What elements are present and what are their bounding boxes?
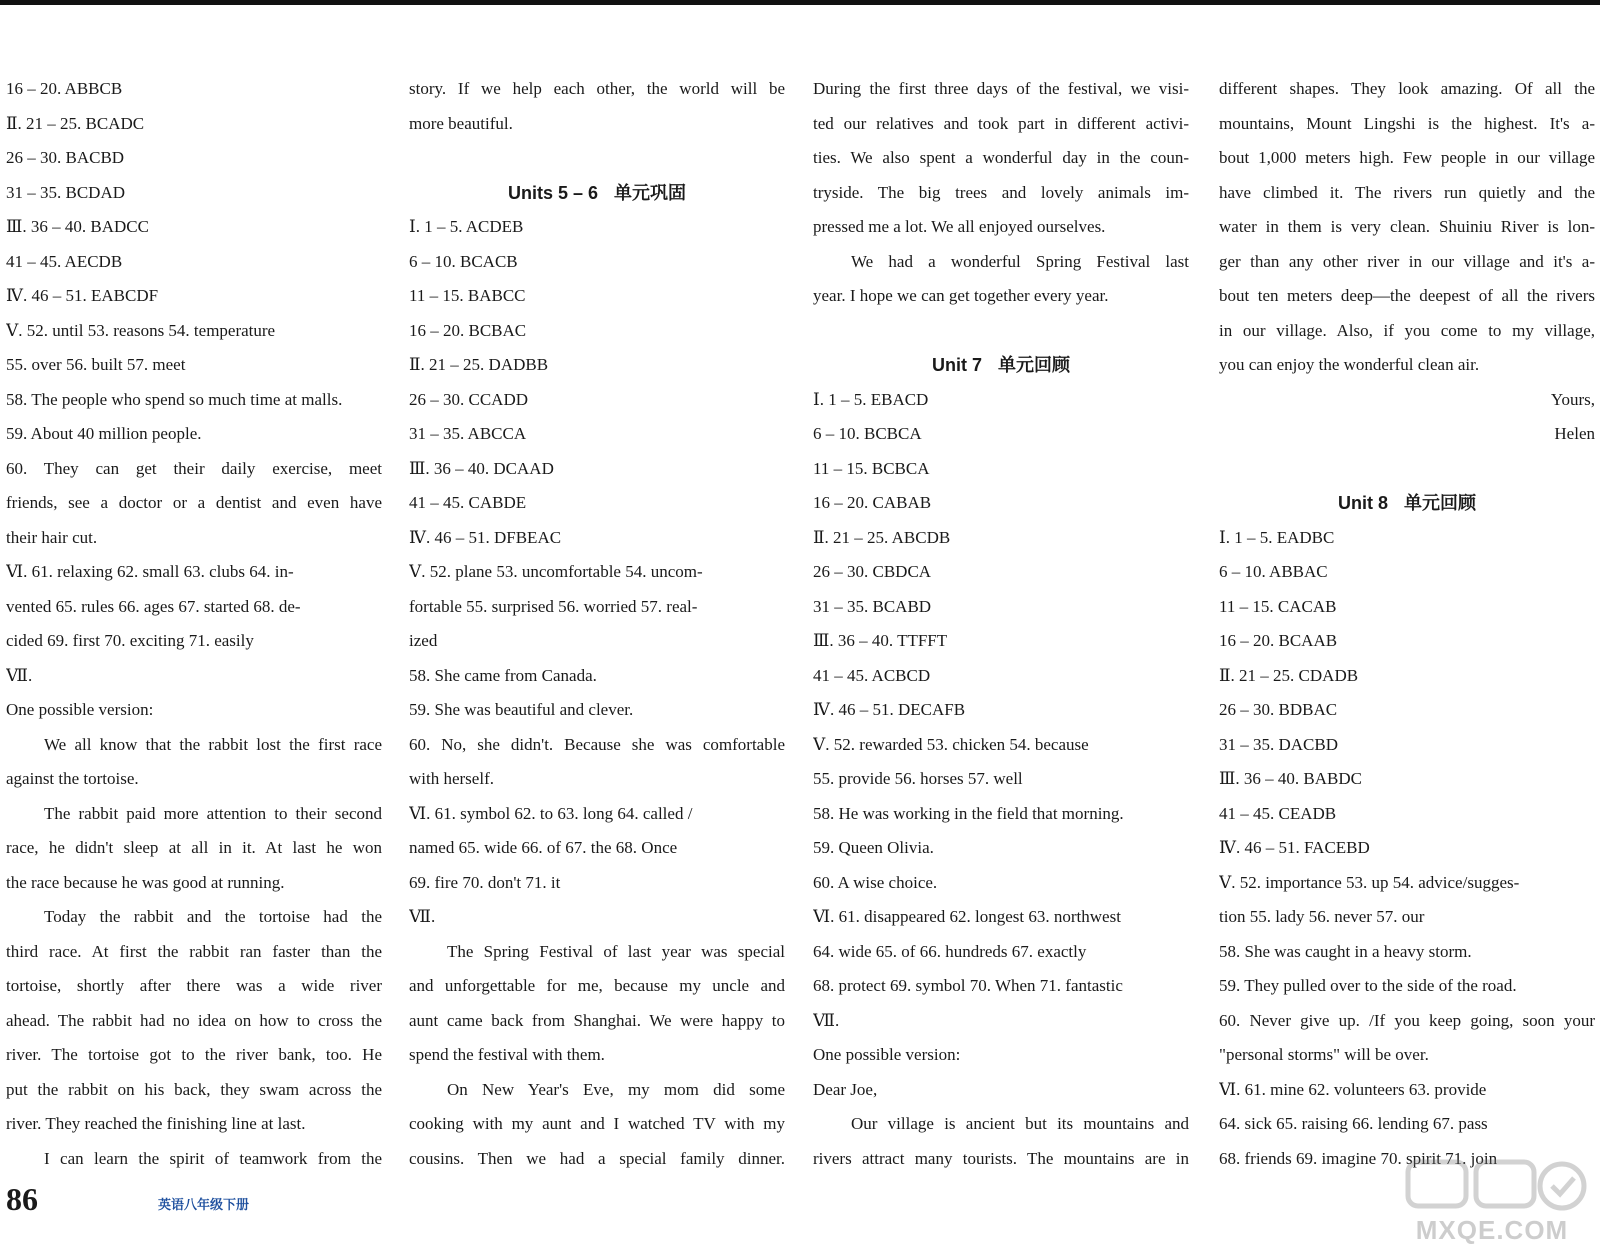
answer-line: One possible version: <box>6 700 154 719</box>
answer-line: 6 – 10. BCACB <box>409 251 518 271</box>
letter-signature: Helen <box>1554 424 1595 443</box>
answer-line: vented 65. rules 66. ages 67. started 68. de- <box>6 596 301 616</box>
answer-line: 6 – 10. ABBAC <box>1219 562 1328 581</box>
essay-line: different shapes. They look amazing. Of all the <box>1219 79 1595 98</box>
watermark-text: MXQE.COM <box>1415 1215 1569 1245</box>
answer-line: 55. provide 56. horses 57. well <box>813 769 1023 788</box>
section-unit: Unit 8 <box>1337 493 1388 513</box>
watermark-emblem-icon <box>1394 1152 1590 1222</box>
essay-line: cousins. Then we had a special family dinner. <box>409 1148 785 1168</box>
answer-line: 55. over 56. built 57. meet <box>6 355 186 374</box>
answer-line: 60. They can get their daily exercise, meet <box>6 458 382 478</box>
answer-line: Ⅴ. 52. plane 53. uncomfortable 54. uncom- <box>409 562 703 581</box>
answer-line: 41 – 45. CABDE <box>409 493 527 512</box>
essay-line: tryside. The big trees and lovely animals im- <box>813 182 1189 202</box>
essay-line: water in them is very clean. Shuiniu River is lon- <box>1219 217 1595 236</box>
section-heading <box>1219 486 1595 521</box>
answer-line: 68. protect 69. symbol 70. When 71. fantastic <box>813 976 1123 995</box>
answer-line: 64. wide 65. of 66. hundreds 67. exactly <box>813 941 1087 961</box>
section-heading <box>409 176 785 211</box>
answer-line: Ⅴ. 52. rewarded 53. chicken 54. because <box>813 734 1089 754</box>
answer-line: 58. She came from Canada. <box>409 665 597 685</box>
essay-line: put the rabbit on his back, they swam across the <box>6 1079 382 1099</box>
essay-line: have climbed it. The rivers run quietly and the <box>1219 182 1595 202</box>
answer-line: named 65. wide 66. of 67. the 68. Once <box>409 838 678 857</box>
answer-line: 58. He was working in the field that morning. <box>813 803 1124 823</box>
answer-line: 59. Queen Olivia. <box>813 838 934 857</box>
essay-line: the race because he was good at running. <box>6 872 285 892</box>
answer-line: 16 – 20. ABBCB <box>6 79 123 98</box>
answer-line: Ⅶ. <box>813 1010 840 1030</box>
section-gap <box>409 141 785 176</box>
section-gap <box>1219 452 1595 487</box>
essay-line: cooking with my aunt and I watched TV with my <box>409 1114 785 1133</box>
answer-line: Ⅰ. 1 – 5. EBACD <box>813 389 929 409</box>
answer-line: 31 – 35. BCABD <box>813 596 932 616</box>
essay-line: bout 1,000 meters high. Few people in our village <box>1219 148 1595 167</box>
answer-line: 69. fire 70. don't 71. it <box>409 872 561 892</box>
answer-line: 31 – 35. ABCCA <box>409 424 527 443</box>
answer-line: 16 – 20. BCAAB <box>1219 631 1338 650</box>
essay-line: aunt came back from Shanghai. We were happy to <box>409 1010 785 1030</box>
essay-line: race, he didn't sleep at all in it. At last he won <box>6 838 382 857</box>
answer-column-2 <box>409 72 785 1176</box>
answer-line: Ⅳ. 46 – 51. EABCDF <box>6 286 159 305</box>
essay-line: tortoise, shortly after there was a wide river <box>6 976 382 995</box>
answer-line: Ⅶ. <box>409 907 436 926</box>
answer-line: 11 – 15. CACAB <box>1219 596 1337 616</box>
essay-line: mountains, Mount Lingshi is the highest. It's a- <box>1219 113 1595 133</box>
essay-line: rivers attract many tourists. The mountains are in <box>813 1148 1189 1168</box>
essay-line: ties. We also spent a wonderful day in the coun- <box>813 148 1189 167</box>
essay-line: year. I hope we can get together every year. <box>813 286 1109 305</box>
watermark-logo <box>1394 1152 1590 1248</box>
essay-line: river. They reached the finishing line at last. <box>6 1114 306 1133</box>
answer-line: 60. A wise choice. <box>813 872 938 892</box>
answer-line: 60. Never give up. /If you keep going, soon your <box>1219 1010 1595 1030</box>
section-label: 单元巩固 <box>614 182 687 204</box>
essay-line: The Spring Festival of last year was special <box>447 941 785 961</box>
answer-line: 59. About 40 million people. <box>6 424 202 443</box>
answer-line: Ⅵ. 61. relaxing 62. small 63. clubs 64. in- <box>6 562 294 581</box>
section-label: 单元回顾 <box>998 355 1070 376</box>
answer-line: 16 – 20. CABAB <box>813 493 932 512</box>
answer-line: friends, see a doctor or a dentist and even have <box>6 493 382 512</box>
essay-line: ted our relatives and took part in different activi- <box>813 113 1189 133</box>
answer-line: 6 – 10. BCBCA <box>813 424 922 443</box>
essay-line: We had a wonderful Spring Festival last <box>851 251 1189 271</box>
answer-line: 41 – 45. AECDB <box>6 251 123 271</box>
answer-line: Ⅲ. 36 – 40. BABDC <box>1219 769 1362 788</box>
book-title: 英语八年级下册 <box>158 1198 250 1213</box>
answer-line: fortable 55. surprised 56. worried 57. real- <box>409 596 698 616</box>
essay-line: Today the rabbit and the tortoise had the <box>44 907 382 926</box>
answer-line: 26 – 30. CBDCA <box>813 562 932 581</box>
section-gap <box>813 314 1189 349</box>
answer-line: 59. She was beautiful and clever. <box>409 700 634 719</box>
answer-line: One possible version: <box>813 1045 961 1064</box>
answer-line: 64. sick 65. raising 66. lending 67. pass <box>1219 1114 1488 1133</box>
answer-line: ized <box>409 631 438 650</box>
essay-line: Dear Joe, <box>813 1079 878 1099</box>
essay-line: pressed me a lot. We all enjoyed ourselves. <box>813 217 1106 236</box>
answer-line: 11 – 15. BCBCA <box>813 458 930 478</box>
answer-line: Ⅲ. 36 – 40. DCAAD <box>409 458 554 478</box>
answer-line: tion 55. lady 56. never 57. our <box>1219 907 1425 926</box>
essay-line: story. If we help each other, the world will be <box>409 79 785 98</box>
answer-column-3 <box>813 72 1189 1176</box>
answer-line: Ⅲ. 36 – 40. TTFFT <box>813 631 948 650</box>
answer-line: 31 – 35. DACBD <box>1219 734 1339 754</box>
section-label: 单元回顾 <box>1404 493 1476 514</box>
answer-line: Ⅳ. 46 – 51. DFBEAC <box>409 527 562 547</box>
essay-line: and unforgettable for me, because my uncle and <box>409 976 785 995</box>
answer-line: Ⅱ. 21 – 25. DADBB <box>409 355 549 374</box>
essay-line: you can enjoy the wonderful clean air. <box>1219 355 1480 374</box>
answer-line: Ⅱ. 21 – 25. ABCDB <box>813 527 951 547</box>
answer-line: Ⅵ. 61. symbol 62. to 63. long 64. called / <box>409 803 693 823</box>
essay-line: We all know that the rabbit lost the first race <box>44 734 382 754</box>
essay-line: more beautiful. <box>409 113 513 133</box>
answer-line: 31 – 35. BCDAD <box>6 182 126 202</box>
answer-line: Ⅴ. 52. until 53. reasons 54. temperature <box>6 320 276 340</box>
essay-line: spend the festival with them. <box>409 1045 605 1064</box>
answer-line: Ⅰ. 1 – 5. ACDEB <box>409 217 524 236</box>
answer-line: Ⅱ. 21 – 25. BCADC <box>6 113 145 133</box>
top-rule <box>0 0 1600 5</box>
answer-line: Ⅲ. 36 – 40. BADCC <box>6 217 149 236</box>
letter-closing: Yours, <box>1550 389 1595 409</box>
answer-column-1 <box>6 72 382 1176</box>
answer-line: 26 – 30. BACBD <box>6 148 125 167</box>
answer-line: 58. The people who spend so much time at malls. <box>6 389 343 409</box>
essay-line: Our village is ancient but its mountains and <box>851 1114 1189 1133</box>
answer-line: Ⅰ. 1 – 5. EADBC <box>1219 527 1335 547</box>
answer-line: 68. friends 69. imagine 70. spirit 71. join <box>1219 1148 1498 1168</box>
essay-line: I can learn the spirit of teamwork from the <box>44 1148 382 1168</box>
answer-line: 26 – 30. CCADD <box>409 389 529 409</box>
answer-line: 16 – 20. BCBAC <box>409 320 527 340</box>
page-number: 86 <box>6 1181 38 1217</box>
answer-line: 59. They pulled over to the side of the road. <box>1219 976 1517 995</box>
answer-line: 58. She was caught in a heavy storm. <box>1219 941 1472 961</box>
answer-line: 60. No, she didn't. Because she was comfortable <box>409 734 785 754</box>
essay-line: in our village. Also, if you come to my village, <box>1219 320 1595 340</box>
section-unit: Unit 7 <box>931 355 982 375</box>
essay-line: ahead. The rabbit had no idea on how to cross the <box>6 1010 382 1030</box>
answer-line: Ⅵ. 61. disappeared 62. longest 63. northwest <box>813 907 1121 926</box>
answer-line: Ⅵ. 61. mine 62. volunteers 63. provide <box>1219 1079 1487 1099</box>
essay-line: third race. At first the rabbit ran faster than the <box>6 941 382 961</box>
answer-line: with herself. <box>409 769 494 788</box>
essay-line: river. The tortoise got to the river bank, too. He <box>6 1045 382 1064</box>
answer-line: 11 – 15. BABCC <box>409 286 526 305</box>
answer-line: 26 – 30. BDBAC <box>1219 700 1338 719</box>
essay-line: against the tortoise. <box>6 769 139 788</box>
answer-line: 41 – 45. CEADB <box>1219 803 1337 823</box>
answer-line: Ⅳ. 46 – 51. DECAFB <box>813 700 966 719</box>
essay-line: The rabbit paid more attention to their second <box>44 803 382 823</box>
answer-line: cided 69. first 70. exciting 71. easily <box>6 631 254 650</box>
answer-column-4 <box>1219 72 1595 1176</box>
essay-line: During the first three days of the festival, we visi- <box>813 79 1189 98</box>
section-heading <box>813 348 1189 383</box>
answer-line: Ⅱ. 21 – 25. CDADB <box>1219 665 1359 685</box>
essay-line: ger than any other river in our village and it's a- <box>1219 251 1595 271</box>
essay-line: On New Year's Eve, my mom did some <box>447 1079 785 1099</box>
answer-line: Ⅳ. 46 – 51. FACEBD <box>1219 838 1370 857</box>
section-unit: Units 5 – 6 <box>507 182 599 203</box>
answer-line: Ⅶ. <box>6 665 33 685</box>
answer-line: Ⅴ. 52. importance 53. up 54. advice/sugges- <box>1219 872 1520 892</box>
answer-line: their hair cut. <box>6 527 98 547</box>
answer-line: 41 – 45. ACBCD <box>813 665 931 685</box>
answer-line: "personal storms" will be over. <box>1219 1045 1429 1064</box>
essay-line: bout ten meters deep—the deepest of all the rivers <box>1219 286 1595 305</box>
